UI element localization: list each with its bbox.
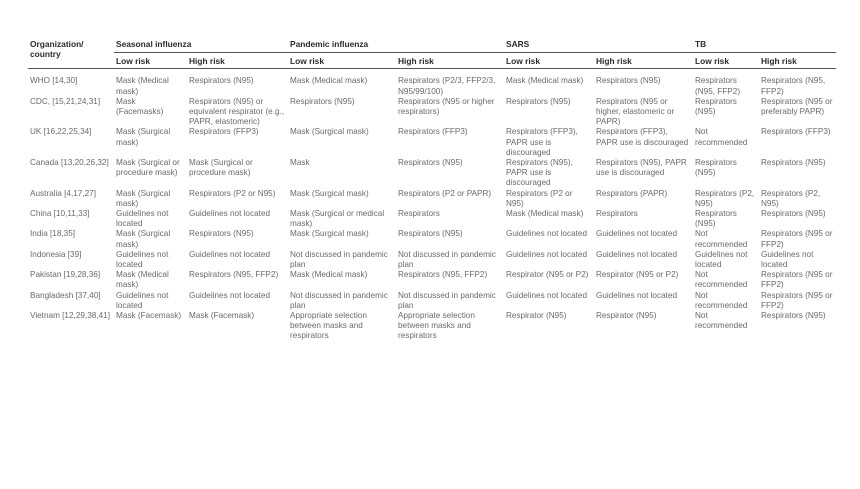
sars-low-risk-cell: Guidelines not located bbox=[506, 229, 588, 239]
seasonal-low-risk-cell: Guidelines not located bbox=[116, 209, 169, 229]
seasonal-low-risk-cell: Guidelines not located bbox=[116, 290, 169, 310]
seasonal-low-risk-header: Low risk bbox=[114, 53, 187, 69]
sars-low-risk-cell: Respirators (FFP3), PAPR use is discouraged bbox=[506, 127, 578, 157]
sars-low-risk-cell: Respirator (N95 or P2) bbox=[506, 270, 589, 280]
tb-low-risk-cell: Not recommended bbox=[695, 270, 748, 290]
table-row bbox=[28, 311, 836, 342]
pandemic-high-risk-cell: Respirators (N95 or higher respirators) bbox=[398, 96, 495, 117]
organization-cell: Bangladesh [37,40] bbox=[30, 290, 101, 300]
pandemic-low-risk-header: Low risk bbox=[288, 53, 396, 69]
sars-high-risk-cell: Guidelines not located bbox=[596, 249, 678, 259]
sars-high-risk-cell: Respirators (N95 or higher, elastomeric or PAPR) bbox=[596, 96, 675, 127]
seasonal-high-risk-cell: Respirators (FFP3) bbox=[189, 127, 259, 137]
tb-high-risk-cell: Respirators (N95) bbox=[761, 209, 826, 219]
tb-high-risk-cell: Respirators (N95) bbox=[761, 311, 826, 321]
pandemic-low-risk-cell: Mask (Surgical mask) bbox=[290, 127, 369, 137]
table-row bbox=[28, 229, 836, 249]
tb-high-risk-cell: Respirators (N95) bbox=[761, 158, 826, 168]
tb-header: TB bbox=[693, 37, 836, 53]
table-row bbox=[28, 209, 836, 229]
tb-low-risk-cell: Not recommended bbox=[695, 127, 748, 147]
tb-low-risk-cell: Respirators (N95) bbox=[695, 158, 737, 178]
sars-high-risk-cell: Respirator (N95 or P2) bbox=[596, 270, 679, 280]
table-row bbox=[28, 127, 836, 158]
tb-low-risk-cell: Guidelines not located bbox=[695, 249, 748, 270]
tb-high-risk-header: High risk bbox=[759, 53, 836, 69]
pandemic-high-risk-cell: Respirators (N95, FFP2) bbox=[398, 270, 488, 280]
tb-low-risk-header: Low risk bbox=[693, 53, 759, 69]
respirator-guidelines-table bbox=[28, 37, 836, 342]
sars-high-risk-cell: Respirator (N95) bbox=[596, 311, 657, 321]
pandemic-high-risk-cell: Respirators (P2 or PAPR) bbox=[398, 188, 492, 198]
table-row bbox=[28, 270, 836, 290]
pandemic-low-risk-cell: Not discussed in pandemic plan bbox=[290, 249, 388, 270]
sars-high-risk-cell: Guidelines not located bbox=[596, 229, 678, 239]
pandemic-high-risk-cell: Not discussed in pandemic plan bbox=[398, 249, 496, 270]
pandemic-low-risk-cell: Mask (Medical mask) bbox=[290, 76, 368, 86]
tb-high-risk-cell: Respirators (N95 or FFP2) bbox=[761, 270, 833, 290]
tb-low-risk-cell: Respirators (N95, FFP2) bbox=[695, 76, 741, 96]
sars-high-risk-header: High risk bbox=[594, 53, 693, 69]
pandemic-low-risk-cell: Mask (Surgical mask) bbox=[290, 229, 369, 239]
sars-low-risk-cell: Guidelines not located bbox=[506, 290, 588, 300]
sars-low-risk-cell: Guidelines not located bbox=[506, 249, 588, 259]
sars-low-risk-cell: Respirators (N95), PAPR use is discouraged bbox=[506, 158, 573, 188]
seasonal-low-risk-cell: Mask (Medical mask) bbox=[116, 270, 169, 290]
tb-high-risk-cell: Respirators (FFP3) bbox=[761, 127, 831, 137]
sars-low-risk-cell: Mask (Medical mask) bbox=[506, 76, 584, 86]
pandemic-low-risk-cell: Not discussed in pandemic plan bbox=[290, 290, 388, 310]
organization-cell: India [18,35] bbox=[30, 229, 76, 239]
seasonal-high-risk-cell: Respirators (P2 or N95) bbox=[189, 188, 276, 198]
organization-cell: Pakistan [19,28,36] bbox=[30, 270, 101, 280]
table-header bbox=[28, 37, 836, 69]
organization-cell: CDC, [15,21,24,31] bbox=[30, 96, 101, 106]
seasonal-high-risk-cell: Respirators (N95) bbox=[189, 76, 254, 86]
sars-low-risk-cell: Respirators (N95) bbox=[506, 96, 571, 106]
pandemic-high-risk-cell: Respirators (FFP3) bbox=[398, 127, 468, 137]
tb-low-risk-cell: Respirators (N95) bbox=[695, 96, 737, 117]
table-row bbox=[28, 97, 836, 128]
organization-cell: Indonesia [39] bbox=[30, 249, 82, 259]
seasonal-low-risk-cell: Mask (Facemask) bbox=[116, 311, 182, 321]
organization-cell: Vietnam [12,29,38,41] bbox=[30, 311, 110, 321]
organization-cell: China [10,11,33] bbox=[30, 209, 90, 219]
pandemic-high-risk-cell: Respirators (N95) bbox=[398, 158, 463, 168]
tb-low-risk-cell: Respirators (P2, N95) bbox=[695, 188, 755, 208]
seasonal-high-risk-cell: Guidelines not located bbox=[189, 209, 271, 219]
seasonal-high-risk-header: High risk bbox=[187, 53, 288, 69]
seasonal-high-risk-cell: Respirators (N95) bbox=[189, 229, 254, 239]
table-row bbox=[28, 69, 836, 97]
organization-cell: UK [16,22,25,34] bbox=[30, 127, 92, 137]
seasonal-low-risk-cell: Mask (Medical mask) bbox=[116, 76, 169, 96]
tb-low-risk-cell: Not recommended bbox=[695, 229, 748, 249]
tb-high-risk-cell: Guidelines not located bbox=[761, 249, 814, 270]
pandemic-influenza-header: Pandemic influenza bbox=[288, 37, 504, 53]
tb-high-risk-cell: Respirators (P2, N95) bbox=[761, 188, 821, 208]
tb-high-risk-cell: Respirators (N95 or FFP2) bbox=[761, 290, 833, 310]
table-row bbox=[28, 189, 836, 209]
pandemic-high-risk-cell: Not discussed in pandemic plan bbox=[398, 290, 496, 310]
sars-header: SARS bbox=[504, 37, 693, 53]
pandemic-high-risk-cell: Respirators (N95) bbox=[398, 229, 463, 239]
tb-low-risk-cell: Respirators (N95) bbox=[695, 209, 737, 229]
sars-low-risk-cell: Respirator (N95) bbox=[506, 311, 567, 321]
organization-cell: WHO [14,30] bbox=[30, 76, 78, 86]
pandemic-low-risk-cell: Appropriate selection between masks and respirators bbox=[290, 311, 367, 341]
organization-cell: Canada [13,20,26,32] bbox=[30, 158, 109, 168]
seasonal-low-risk-cell: Guidelines not located bbox=[116, 249, 169, 270]
pandemic-low-risk-cell: Mask (Medical mask) bbox=[290, 270, 368, 280]
sars-high-risk-cell: Respirators (N95), PAPR use is discouraged bbox=[596, 158, 687, 178]
tb-low-risk-cell: Not recommended bbox=[695, 311, 748, 331]
table-body bbox=[28, 69, 836, 342]
seasonal-low-risk-cell: Mask (Surgical mask) bbox=[116, 188, 171, 208]
pandemic-low-risk-cell: Respirators (N95) bbox=[290, 96, 355, 106]
pandemic-high-risk-cell: Appropriate selection between masks and respirators bbox=[398, 311, 475, 341]
seasonal-high-risk-cell: Respirators (N95) or equivalent respirator (e.g., PAPR, elastomeric) bbox=[189, 96, 285, 127]
tb-high-risk-cell: Respirators (N95 or preferably PAPR) bbox=[761, 96, 833, 117]
sars-low-risk-header: Low risk bbox=[504, 53, 594, 69]
seasonal-high-risk-cell: Mask (Surgical or procedure mask) bbox=[189, 158, 253, 178]
seasonal-high-risk-cell: Mask (Facemask) bbox=[189, 311, 255, 321]
table-row bbox=[28, 158, 836, 189]
sars-high-risk-cell: Respirators (PAPR) bbox=[596, 188, 668, 198]
sars-high-risk-cell: Respirators (FFP3), PAPR use is discouraged bbox=[596, 127, 689, 147]
seasonal-low-risk-cell: Mask (Surgical mask) bbox=[116, 229, 171, 249]
organization-country-header: Organization/ country bbox=[28, 37, 114, 69]
seasonal-high-risk-cell: Guidelines not located bbox=[189, 249, 271, 259]
tb-high-risk-cell: Respirators (N95, FFP2) bbox=[761, 76, 826, 96]
seasonal-high-risk-cell: Guidelines not located bbox=[189, 290, 271, 300]
pandemic-high-risk-cell: Respirators (P2/3, FFP2/3, N95/99/100) bbox=[398, 76, 496, 96]
sars-low-risk-cell: Mask (Medical mask) bbox=[506, 209, 584, 219]
table-row bbox=[28, 291, 836, 311]
seasonal-influenza-header: Seasonal influenza bbox=[114, 37, 288, 53]
seasonal-low-risk-cell: Mask (Surgical mask) bbox=[116, 127, 171, 147]
table-row bbox=[28, 250, 836, 270]
organization-cell: Australia [4,17,27] bbox=[30, 188, 96, 198]
pandemic-high-risk-cell: Respirators bbox=[398, 209, 440, 219]
pandemic-low-risk-cell: Mask (Surgical mask) bbox=[290, 188, 369, 198]
sars-high-risk-cell: Respirators (N95) bbox=[596, 76, 661, 86]
sars-high-risk-cell: Guidelines not located bbox=[596, 290, 678, 300]
pandemic-low-risk-cell: Mask bbox=[290, 158, 310, 168]
tb-low-risk-cell: Not recommended bbox=[695, 290, 748, 310]
pandemic-high-risk-header: High risk bbox=[396, 53, 504, 69]
seasonal-low-risk-cell: Mask (Surgical or procedure mask) bbox=[116, 158, 180, 178]
seasonal-high-risk-cell: Respirators (N95, FFP2) bbox=[189, 270, 279, 280]
sars-high-risk-cell: Respirators bbox=[596, 209, 638, 219]
tb-high-risk-cell: Respirators (N95 or FFP2) bbox=[761, 229, 833, 249]
pandemic-low-risk-cell: Mask (Surgical or medical mask) bbox=[290, 209, 385, 229]
sars-low-risk-cell: Respirators (P2 or N95) bbox=[506, 188, 573, 208]
seasonal-low-risk-cell: Mask (Facemasks) bbox=[116, 96, 164, 117]
